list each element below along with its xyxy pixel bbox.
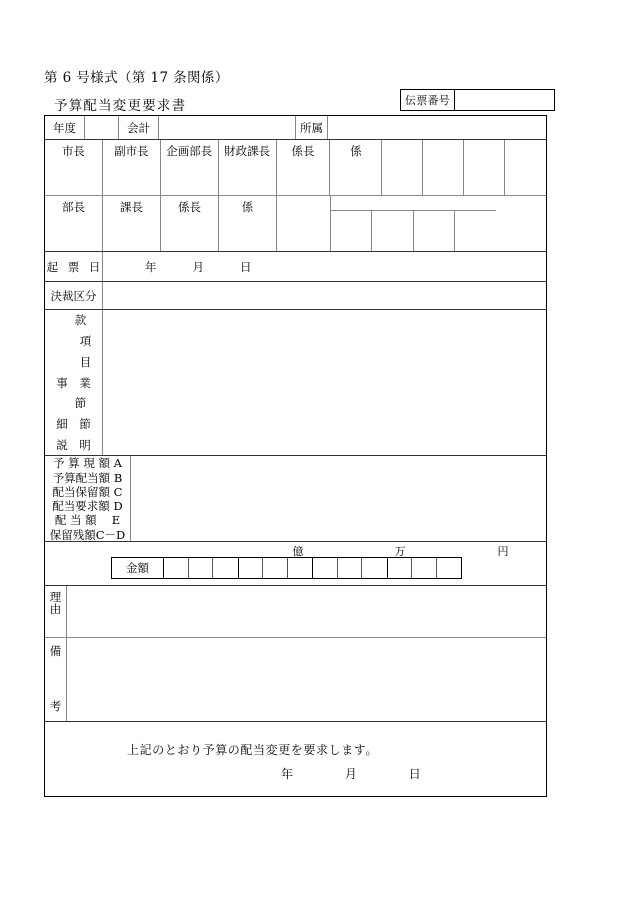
remarks-label — [45, 638, 67, 721]
approval-blank-cell[interactable] — [464, 140, 505, 195]
money-amount-label: 金額 — [112, 558, 164, 578]
budget-label-reserved-amount: 配当保留額 C — [52, 484, 123, 499]
approval-seal-staff[interactable] — [330, 140, 382, 195]
page-title: 予算配当変更要求書 — [54, 98, 187, 114]
approval-label-clerk: 係 — [241, 200, 254, 214]
approval-row-lower — [45, 195, 546, 251]
approval-label-staff: 係 — [350, 144, 362, 158]
approval-label-deputy-mayor: 副市長 — [114, 144, 149, 158]
footer-day-mark: 日 — [408, 767, 421, 781]
approval-label-mayor: 市長 — [61, 144, 85, 158]
approval-seal-mayor[interactable] — [45, 140, 103, 195]
footer-statement: 上記のとおり予算の配当変更を要求します。 — [127, 743, 379, 757]
unit-yen-mark: 円 — [497, 545, 509, 558]
approval-seal-deputy-mayor[interactable] — [103, 140, 161, 195]
main-form-table — [44, 115, 547, 797]
approval-label-finance-chief: 財政課長 — [224, 144, 271, 158]
budget-label-requested-amount: 配当要求額 D — [52, 499, 123, 514]
classification-label-kan: 款 — [74, 313, 87, 328]
approval-category-row — [45, 281, 546, 309]
slip-number-field[interactable] — [455, 90, 554, 110]
approval-label-division-head: 部長 — [62, 200, 85, 214]
money-digit-cell[interactable] — [239, 558, 264, 578]
approval-label-section-head: 課長 — [120, 200, 143, 214]
approval-seal-division-head[interactable] — [45, 196, 103, 251]
budget-label-current-amount: 予 算 現 額 A — [53, 456, 122, 471]
reason-field[interactable] — [67, 586, 546, 637]
footer-month-mark: 月 — [344, 767, 357, 781]
remarks-label-bottom: 考 — [49, 699, 62, 713]
footer-statement-row — [45, 721, 546, 796]
approval-blank-cell[interactable] — [423, 140, 464, 195]
approval-blank-cell[interactable] — [372, 211, 413, 251]
classification-value-field[interactable] — [103, 310, 546, 455]
budget-amount-value-field[interactable] — [131, 456, 546, 541]
account-label: 会計 — [119, 116, 159, 139]
draft-date-label: 起 票 日 — [45, 252, 103, 281]
budget-amounts-block — [45, 455, 546, 541]
approval-lower-right-block — [331, 196, 496, 251]
approval-blank-cell[interactable] — [505, 140, 546, 195]
approval-seal-section-chief[interactable] — [277, 140, 331, 195]
approval-label-subsection-chief: 係長 — [178, 200, 201, 214]
money-digit-cell[interactable] — [338, 558, 363, 578]
money-digit-cell[interactable] — [189, 558, 214, 578]
approval-seal-finance-chief[interactable] — [219, 140, 277, 195]
classification-label-setsumei: 説 明 — [56, 437, 91, 452]
classification-label-column — [45, 310, 103, 455]
money-digit-cell[interactable] — [288, 558, 313, 578]
remarks-row — [45, 637, 546, 721]
reason-label-char-1: 理 — [49, 590, 62, 604]
remarks-label-top: 備 — [49, 644, 62, 658]
unit-oku-mark: 億 — [292, 545, 304, 558]
reason-row — [45, 585, 546, 637]
remarks-field[interactable] — [67, 638, 546, 721]
affiliation-field[interactable] — [328, 116, 546, 139]
unit-man-mark: 万 — [394, 545, 406, 558]
draft-date-year-mark: 年 — [145, 259, 157, 274]
classification-label-saisetsu: 細 節 — [56, 416, 91, 431]
budget-amount-label-column — [45, 456, 131, 541]
classification-label-jigyo: 事 業 — [56, 375, 91, 390]
form-code-label: 第 6 号様式（第 17 条関係） — [44, 70, 229, 86]
classification-label-ko: 項 — [79, 334, 92, 349]
approval-spacer-cell — [277, 196, 331, 251]
classification-block — [45, 309, 546, 455]
money-group-yen — [388, 558, 462, 578]
money-digit-cell[interactable] — [437, 558, 462, 578]
classification-label-moku: 目 — [79, 354, 92, 369]
budget-label-remaining-reserve: 保留残額C－D — [49, 527, 126, 542]
affiliation-label: 所属 — [296, 116, 328, 139]
approval-label-planning-director: 企画部長 — [166, 144, 213, 158]
classification-label-setsu: 節 — [74, 396, 87, 411]
approval-strip — [331, 196, 496, 211]
fiscal-year-label: 年度 — [45, 116, 85, 139]
approval-blank-cell[interactable] — [455, 211, 496, 251]
money-grid-container — [45, 542, 546, 585]
approval-row-upper — [45, 139, 546, 195]
approval-label-section-chief: 係長 — [291, 144, 315, 158]
approval-blank-cell[interactable] — [382, 140, 423, 195]
draft-date-month-mark: 月 — [192, 259, 204, 274]
fiscal-year-field[interactable] — [85, 116, 119, 139]
reason-label-char-2: 由 — [49, 602, 62, 617]
money-digit-cell[interactable] — [213, 558, 238, 578]
money-digit-cell[interactable] — [362, 558, 387, 578]
draft-date-row — [45, 251, 546, 281]
account-field[interactable] — [159, 116, 296, 139]
draft-date-field[interactable] — [103, 252, 546, 281]
money-digit-cell[interactable] — [263, 558, 288, 578]
money-group-trillion — [164, 558, 239, 578]
approval-category-field[interactable] — [103, 282, 546, 309]
budget-label-allocated-amount: 予算配当額 B — [52, 470, 123, 485]
approval-category-label: 決裁区分 — [45, 282, 103, 309]
approval-seal-section-head[interactable] — [103, 196, 161, 251]
footer-date-line[interactable] — [281, 765, 421, 782]
money-group-man — [313, 558, 388, 578]
reason-label — [45, 586, 67, 637]
approval-lower-cells — [331, 211, 496, 251]
approval-seal-subsection-chief[interactable] — [161, 196, 219, 251]
money-group-oku — [239, 558, 314, 578]
money-grid-row — [45, 541, 546, 585]
slip-number-label: 伝票番号 — [401, 90, 455, 110]
identity-row — [45, 116, 546, 139]
money-digit-cell[interactable] — [164, 558, 189, 578]
slip-number-box — [400, 89, 555, 111]
approval-seal-clerk[interactable] — [219, 196, 277, 251]
money-digit-grid — [111, 557, 462, 579]
approval-blank-cell[interactable] — [414, 211, 455, 251]
draft-date-day-mark: 日 — [240, 259, 252, 274]
money-digit-cell[interactable] — [388, 558, 413, 578]
footer-year-mark: 年 — [281, 767, 294, 781]
approval-blank-cell[interactable] — [331, 211, 372, 251]
approval-seal-planning-director[interactable] — [161, 140, 219, 195]
budget-label-allocation-amount: 配 当 額 E — [54, 513, 121, 528]
money-digit-cell[interactable] — [412, 558, 437, 578]
money-digit-cell[interactable] — [313, 558, 338, 578]
money-unit-marks — [45, 543, 546, 557]
